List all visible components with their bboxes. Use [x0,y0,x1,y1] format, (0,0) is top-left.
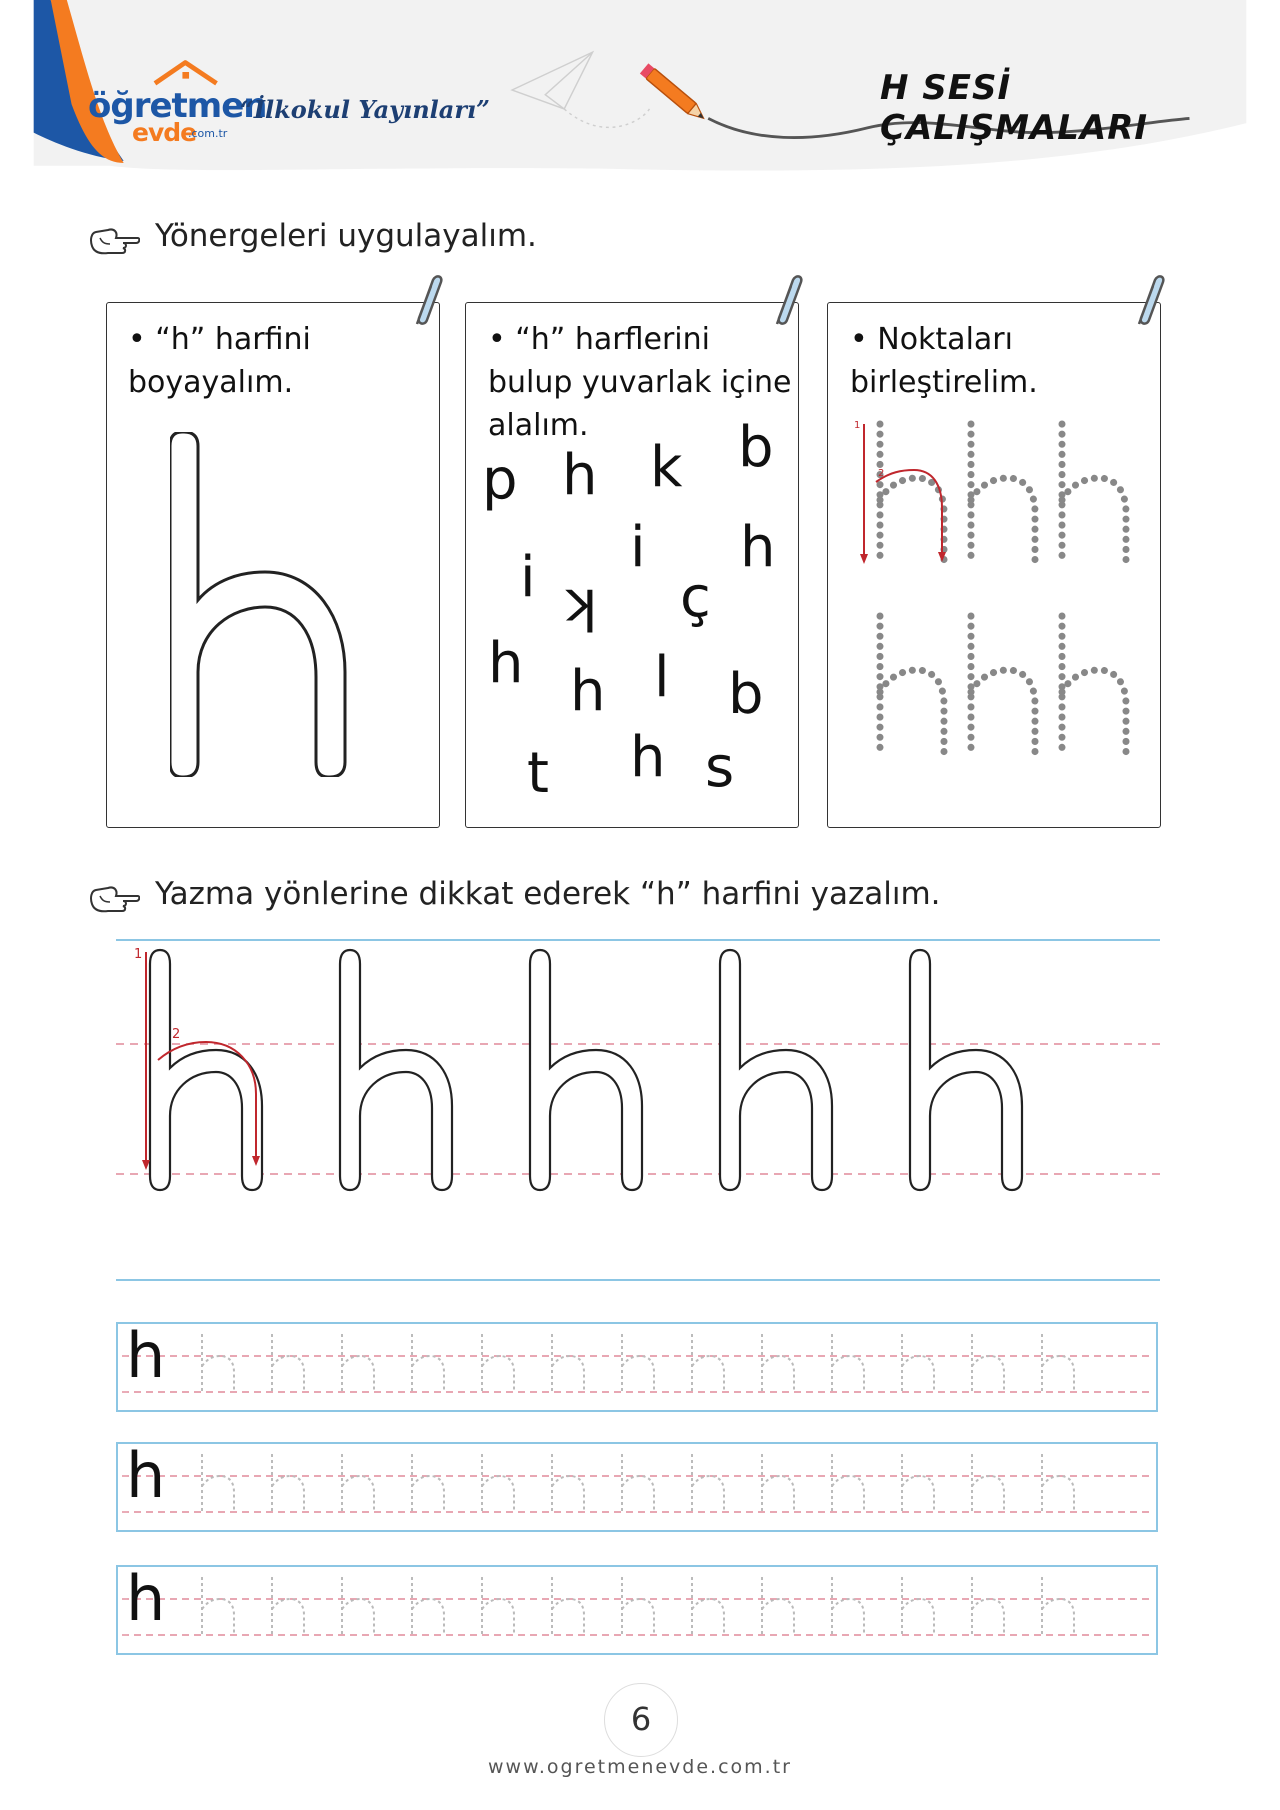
traced-h-letter [482,1334,514,1392]
traced-h-letter [412,1454,444,1512]
traced-h-letter [202,1577,234,1635]
traced-h-letter [1042,1454,1074,1512]
paper-clip-icon [1127,272,1167,330]
card1-bullet: • [128,322,146,357]
scatter-letter[interactable]: ç [680,565,711,630]
traced-h-letter [692,1577,724,1635]
paper-clip-icon [765,272,805,330]
pointing-hand-icon [88,220,140,260]
big-h-letter [530,950,642,1190]
brand-logo-domain: .com.tr [188,127,228,140]
traced-h-letter [1042,1577,1074,1635]
brand-logo-subtext: evde [132,118,197,147]
traced-h-letter [832,1454,864,1512]
instruction-1: Yönergeleri uygulayalım. [155,218,537,254]
scatter-letter[interactable]: t [527,741,549,806]
traced-h-letter [202,1334,234,1392]
scatter-letter[interactable]: b [738,415,774,480]
traced-h-letter [692,1334,724,1392]
traced-h-letter [832,1577,864,1635]
card3-line2: birleştirelim. [850,365,1038,400]
card2-line1: “h” harflerini [515,322,710,357]
traced-h-letter [902,1334,934,1392]
big-h-letter [340,950,452,1190]
scatter-letter[interactable]: s [705,735,735,800]
traced-h-letter [902,1454,934,1512]
traced-h-letter [342,1334,374,1392]
outline-letter-h[interactable] [170,432,355,777]
stroke-number-1: 1 [854,420,861,431]
scatter-letter[interactable]: i [520,545,536,610]
page-title: H SESİ ÇALIŞMALARI [880,68,1149,148]
letter-direction-guide [116,936,1160,1286]
footer-url[interactable]: www.ogretmenevde.com.tr [488,1756,792,1778]
card1-line2: boyayalım. [128,365,294,400]
scatter-letter[interactable]: h [630,725,666,790]
scatter-letter[interactable]: b [482,454,518,519]
traced-h-letter [762,1334,794,1392]
paper-clip-icon [405,272,445,330]
traced-h-letter [202,1454,234,1512]
traced-h-letter [972,1334,1004,1392]
traced-h-letter [622,1334,654,1392]
traced-h-letter [972,1577,1004,1635]
traced-h-letter [272,1577,304,1635]
card3-line1: Noktaları [877,322,1013,357]
card1-line1: “h” harfini [155,322,311,357]
traced-h-letter [412,1334,444,1392]
practice-model-letter: h [126,1562,166,1635]
scatter-letter[interactable]: h [570,659,606,724]
traced-h-letter [272,1454,304,1512]
traced-h-letter [482,1577,514,1635]
traced-h-letter [552,1334,584,1392]
traced-h-letter [972,1454,1004,1512]
traced-h-letter [762,1454,794,1512]
card2-bullet: • [488,322,506,357]
page-number: 6 [630,1700,652,1738]
instruction-2: Yazma yönlerine dikkat ederek “h” harfini yazalım. [155,876,941,912]
traced-h-letter [412,1577,444,1635]
practice-model-letter: h [126,1439,166,1512]
traced-h-letter [622,1454,654,1512]
scatter-letter[interactable]: h [488,631,524,696]
publisher-name: “İlkokul Yayınları” [240,95,490,124]
big-h-letter [150,950,262,1190]
stroke-number-2: 2 [878,468,885,479]
scatter-letter[interactable]: i [630,515,646,580]
card3-text [850,318,1038,404]
traced-h-letter [342,1577,374,1635]
scatter-letter[interactable]: k [650,435,683,500]
traced-h-letter [622,1577,654,1635]
traced-h-letter [342,1454,374,1512]
card2-line2: bulup yuvarlak içine [488,365,792,400]
traced-h-letter [482,1454,514,1512]
traced-h-letter [1042,1334,1074,1392]
brand-logo-text: öğretmen [88,86,267,126]
scatter-letter[interactable]: l [654,645,670,710]
stroke-number-1: 1 [134,947,143,962]
card3-bullet: • [850,322,868,357]
card1-text [128,318,311,404]
traced-h-letter [272,1334,304,1392]
pointing-hand-icon [88,878,140,918]
traced-h-letter [902,1577,934,1635]
traced-h-letter [552,1454,584,1512]
big-h-letter [720,950,832,1190]
traced-h-letter [552,1577,584,1635]
scatter-letter[interactable]: h [740,515,776,580]
card2-line3: alalım. [488,408,589,443]
scatter-letter[interactable]: p [728,668,764,733]
traced-h-letter [692,1454,724,1512]
traced-h-letter [832,1334,864,1392]
stroke-number-2: 2 [172,1027,181,1042]
dotted-h-grid[interactable] [850,420,1140,760]
scatter-letter[interactable]: k [565,576,598,641]
practice-guides [116,1319,1158,1655]
practice-model-letter: h [126,1319,166,1392]
scatter-letter[interactable]: h [562,443,598,508]
big-h-letter [910,950,1022,1190]
traced-h-letter [762,1577,794,1635]
